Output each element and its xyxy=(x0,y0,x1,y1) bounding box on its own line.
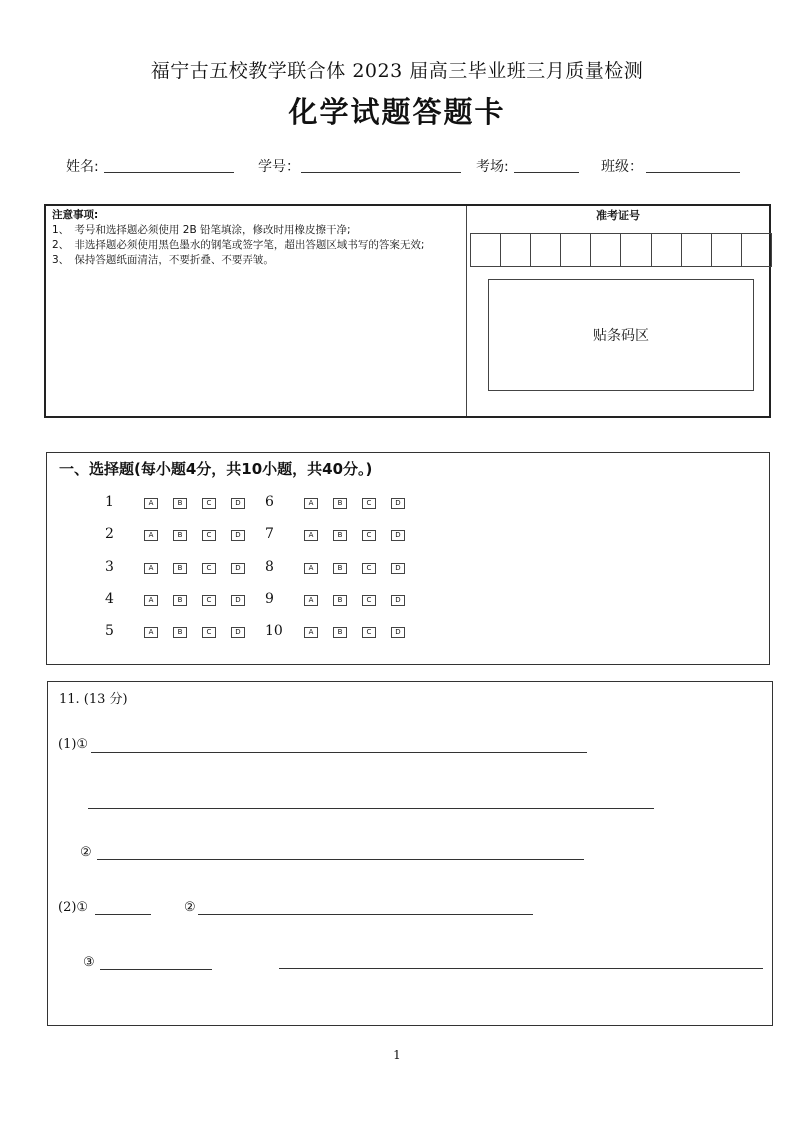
question-row xyxy=(47,591,767,609)
school-line: 福宁古五校教学联合体 2023 届高三毕业班三月质量检测 xyxy=(150,60,644,82)
part-2-2-label: ② xyxy=(184,900,196,915)
class-field[interactable] xyxy=(646,172,740,173)
option-bubble-a[interactable]: A xyxy=(144,530,158,541)
option-bubble-b[interactable]: B xyxy=(333,530,347,541)
question-row xyxy=(47,526,767,544)
option-bubble-c[interactable]: C xyxy=(362,627,376,638)
option-bubble-c[interactable]: C xyxy=(202,595,216,606)
digit-cell[interactable] xyxy=(652,234,682,266)
question-number: 5 xyxy=(105,623,114,640)
question-number: 9 xyxy=(265,590,274,607)
notice-box xyxy=(44,204,771,418)
option-bubble-a[interactable]: A xyxy=(304,563,318,574)
section-title: 一、选择题(每小题4分，共10小题，共40分。) xyxy=(59,460,373,478)
option-bubble-c[interactable]: C xyxy=(202,563,216,574)
question-header: 11. (13 分) xyxy=(59,692,128,707)
notice-heading: 注意事项: xyxy=(52,209,99,221)
option-bubble-d[interactable]: D xyxy=(391,595,405,606)
question-number: 8 xyxy=(265,558,274,575)
option-bubble-b[interactable]: B xyxy=(333,563,347,574)
notice-item: 3、 保持答题纸面清洁，不要折叠、不要弄皱。 xyxy=(52,254,274,266)
part-1-1-label: (1)① xyxy=(58,737,89,752)
answer-line[interactable] xyxy=(95,914,151,915)
multiple-choice-section xyxy=(46,452,770,665)
option-bubble-c[interactable]: C xyxy=(202,530,216,541)
question-number: 1 xyxy=(105,494,114,510)
option-bubble-d[interactable]: D xyxy=(231,595,245,606)
option-bubble-a[interactable]: A xyxy=(304,627,318,638)
digit-cell[interactable] xyxy=(531,234,561,266)
class-label: 班级： xyxy=(601,159,643,175)
notice-item: 2、 非选择题必须使用黑色墨水的钢笔或签字笔，超出答题区域书写的答案无效; xyxy=(52,239,425,251)
divider xyxy=(466,206,467,416)
question-row xyxy=(47,559,767,577)
question-number: 10 xyxy=(265,623,283,640)
exam-room-label: 考场: xyxy=(476,159,509,175)
option-bubble-b[interactable]: B xyxy=(333,627,347,638)
question-number: 2 xyxy=(105,526,114,543)
name-label: 姓名: xyxy=(66,159,99,175)
option-bubble-a[interactable]: A xyxy=(304,595,318,606)
question-row xyxy=(47,494,767,512)
option-bubble-d[interactable]: D xyxy=(391,627,405,638)
digit-cell[interactable] xyxy=(501,234,531,266)
option-bubble-c[interactable]: C xyxy=(362,563,376,574)
option-bubble-a[interactable]: A xyxy=(304,498,318,509)
question-number: 6 xyxy=(265,494,274,510)
answer-line[interactable] xyxy=(279,968,763,969)
option-bubble-d[interactable]: D xyxy=(391,563,405,574)
question-number: 4 xyxy=(105,590,114,607)
answer-line[interactable] xyxy=(198,914,533,915)
option-bubble-b[interactable]: B xyxy=(333,595,347,606)
option-bubble-c[interactable]: C xyxy=(362,498,376,509)
notice-list xyxy=(52,208,462,268)
answer-line[interactable] xyxy=(88,808,654,809)
question-number: 3 xyxy=(105,558,114,575)
name-field[interactable] xyxy=(104,172,234,173)
answer-line[interactable] xyxy=(91,752,587,753)
page-title: 化学试题答题卡 xyxy=(288,95,506,129)
admission-number-title: 准考证号 xyxy=(596,209,640,222)
option-bubble-b[interactable]: B xyxy=(173,627,187,638)
option-bubble-b[interactable]: B xyxy=(173,563,187,574)
option-bubble-d[interactable]: D xyxy=(231,563,245,574)
digit-cell[interactable] xyxy=(742,234,771,266)
option-bubble-b[interactable]: B xyxy=(173,498,187,509)
part-1-2-label: ② xyxy=(80,845,92,860)
option-bubble-c[interactable]: C xyxy=(202,627,216,638)
option-bubble-d[interactable]: D xyxy=(391,530,405,541)
student-no-label: 学号： xyxy=(258,159,300,175)
question-11-section xyxy=(47,681,773,1026)
option-bubble-d[interactable]: D xyxy=(391,498,405,509)
option-bubble-d[interactable]: D xyxy=(231,530,245,541)
option-bubble-c[interactable]: C xyxy=(362,595,376,606)
answer-line[interactable] xyxy=(100,969,212,970)
digit-cell[interactable] xyxy=(682,234,712,266)
digit-cell[interactable] xyxy=(621,234,651,266)
option-bubble-b[interactable]: B xyxy=(173,530,187,541)
option-bubble-c[interactable]: C xyxy=(362,530,376,541)
option-bubble-a[interactable]: A xyxy=(144,498,158,509)
digit-cell[interactable] xyxy=(471,234,501,266)
notice-item: 1、 考号和选择题必须使用 2B 铅笔填涂，修改时用橡皮擦干净; xyxy=(52,224,351,236)
question-number: 7 xyxy=(265,526,274,543)
exam-room-field[interactable] xyxy=(514,172,579,173)
option-bubble-d[interactable]: D xyxy=(231,627,245,638)
part-2-1-label: (2)① xyxy=(58,900,89,915)
option-bubble-a[interactable]: A xyxy=(144,595,158,606)
digit-cell[interactable] xyxy=(561,234,591,266)
option-bubble-d[interactable]: D xyxy=(231,498,245,509)
option-bubble-c[interactable]: C xyxy=(202,498,216,509)
answer-line[interactable] xyxy=(97,859,584,860)
digit-cell[interactable] xyxy=(712,234,742,266)
option-bubble-b[interactable]: B xyxy=(173,595,187,606)
barcode-area xyxy=(488,279,754,391)
question-row xyxy=(47,623,767,641)
admission-number-grid[interactable] xyxy=(470,233,772,267)
option-bubble-a[interactable]: A xyxy=(144,563,158,574)
option-bubble-a[interactable]: A xyxy=(144,627,158,638)
student-no-field[interactable] xyxy=(301,172,461,173)
digit-cell[interactable] xyxy=(591,234,621,266)
option-bubble-b[interactable]: B xyxy=(333,498,347,509)
option-bubble-a[interactable]: A xyxy=(304,530,318,541)
barcode-label: 贴条码区 xyxy=(593,328,649,344)
page-number: 1 xyxy=(393,1048,401,1062)
part-2-3-label: ③ xyxy=(83,955,95,970)
